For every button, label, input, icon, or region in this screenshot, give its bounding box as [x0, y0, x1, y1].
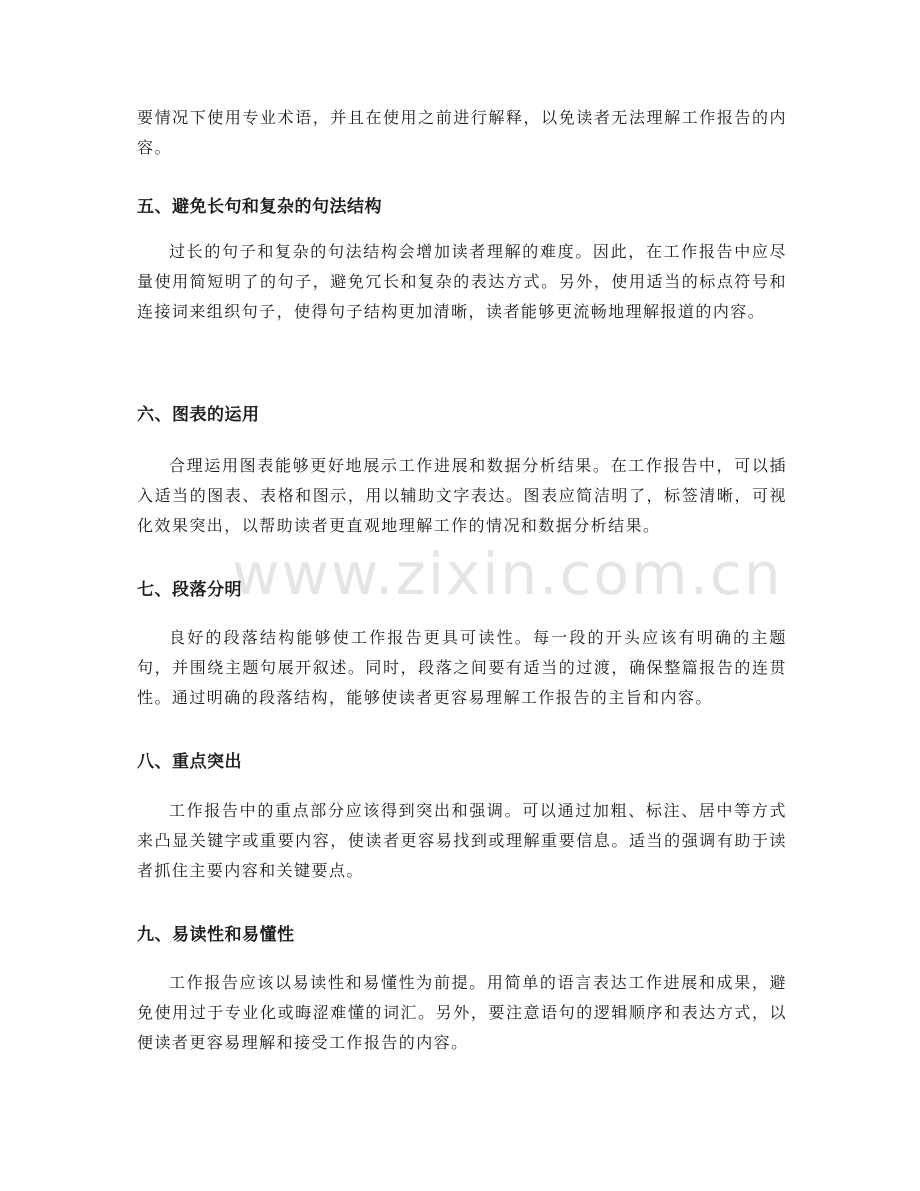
- section-body-8: 工作报告中的重点部分应该得到突出和强调。可以通过加粗、标注、居中等方式来凸显关键字或重要内容，使读者更容易找到或理解重要信息。适当的强调有助于读者抓住主要内容和关键要点。: [137, 801, 787, 880]
- site-watermark: www.zixin.com.cn: [232, 540, 783, 608]
- section-heading-8: 八、重点突出: [137, 752, 242, 772]
- section-body-5: 过长的句子和复杂的句法结构会增加读者理解的难度。因此，在工作报告中应尽量使用简短明了的句子，避免冗长和复杂的表达方式。另外，使用适当的标点符号和连接词来组织句子，使得句子结构更加清晰，读者能够更流畅地理解报道的内容。: [137, 242, 787, 321]
- section-heading-7: 七、段落分明: [137, 580, 242, 600]
- section-heading-5: 五、避免长句和复杂的句法结构: [137, 197, 382, 217]
- intro-continuation-paragraph: 要情况下使用专业术语，并且在使用之前进行解释，以免读者无法理解工作报告的内容。: [137, 108, 787, 157]
- section-body-9: 工作报告应该以易读性和易懂性为前提。用简单的语言表达工作进展和成果，避免使用过于专业化或晦涩难懂的词汇。另外，要注意语句的逻辑顺序和表达方式，以便读者更容易理解和接受工作报告的内容。: [137, 973, 787, 1052]
- section-heading-9: 九、易读性和易懂性: [137, 925, 295, 945]
- section-body-6: 合理运用图表能够更好地展示工作进展和数据分析结果。在工作报告中，可以插入适当的图表、表格和图示，用以辅助文字表达。图表应简洁明了，标签清晰，可视化效果突出，以帮助读者更直观地理解工作的情况和数据分析结果。: [137, 456, 787, 535]
- section-heading-6: 六、图表的运用: [137, 405, 260, 425]
- section-body-7: 良好的段落结构能够使工作报告更具可读性。每一段的开头应该有明确的主题句，并围绕主题句展开叙述。同时，段落之间要有适当的过渡，确保整篇报告的连贯性。通过明确的段落结构，能够使读者更容易理解工作报告的主旨和内容。: [137, 628, 787, 707]
